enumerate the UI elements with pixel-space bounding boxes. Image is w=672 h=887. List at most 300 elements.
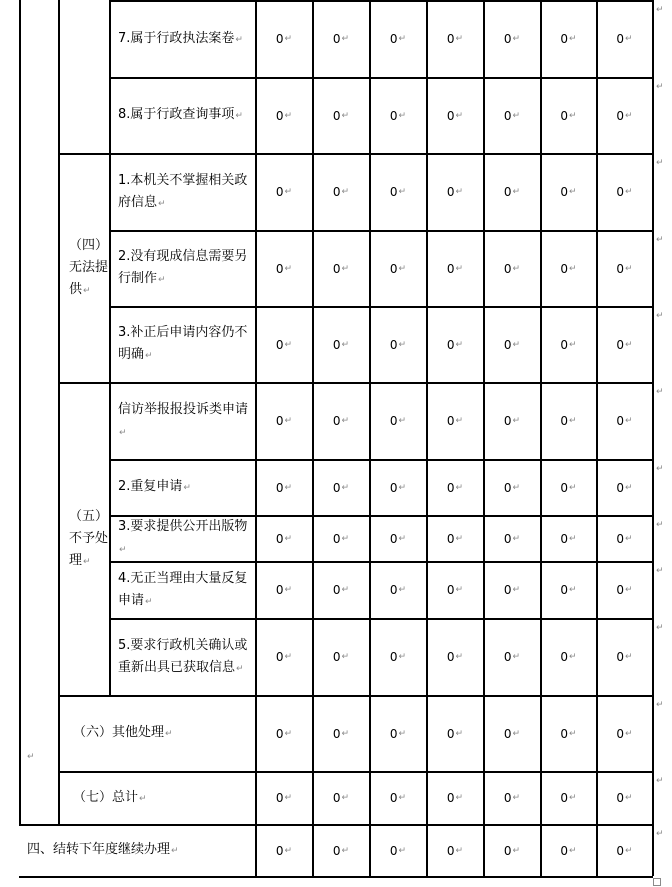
value-cell [256, 619, 312, 695]
paragraph-mark: ↵ [625, 845, 633, 856]
row-end-mark: ↵ [656, 387, 664, 397]
paragraph-mark: ↵ [512, 482, 521, 493]
cell-value: 0 [560, 650, 569, 664]
value-cell [597, 696, 652, 771]
value-cell [597, 619, 652, 695]
row-end-mark: ↵ [656, 700, 664, 710]
paragraph-mark: ↵ [83, 556, 91, 567]
paragraph-mark: ↵ [512, 416, 521, 426]
cell-value: 0 [446, 791, 455, 805]
value-cell [427, 307, 483, 382]
cell-value: 0 [616, 650, 625, 664]
paragraph-mark: ↵ [341, 187, 350, 197]
cell-value: 0 [446, 726, 455, 741]
cell-value: 0 [503, 843, 512, 858]
row-label-cell [110, 516, 255, 561]
value-cell [370, 696, 426, 771]
paragraph-mark: ↵ [398, 187, 407, 197]
paragraph-mark: ↵ [27, 752, 35, 762]
paragraph-mark: ↵ [284, 187, 293, 197]
value-cell [541, 772, 596, 824]
paragraph-mark: ↵ [341, 339, 350, 350]
cell-value: 0 [389, 531, 398, 546]
value-cell [370, 825, 426, 876]
paragraph-mark: ↵ [625, 187, 633, 197]
cell-value: 0 [446, 650, 455, 664]
row-label-cell [110, 619, 255, 695]
value-cell [313, 78, 369, 153]
value-cell [256, 383, 312, 459]
border-outer-left [19, 0, 21, 824]
value-cell [597, 516, 652, 561]
value-cell [370, 78, 426, 153]
row-label: 信访举报报投诉类申请 [118, 401, 249, 417]
paragraph-mark: ↵ [398, 793, 407, 803]
row-end-mark: ↵ [656, 82, 664, 92]
paragraph-mark: ↵ [284, 533, 293, 544]
paragraph-mark: ↵ [625, 339, 633, 350]
cell-value: 0 [616, 32, 625, 46]
cell-value: 0 [389, 791, 398, 805]
cell-value: 0 [275, 531, 284, 546]
paragraph-mark: ↵ [341, 263, 350, 274]
paragraph-mark: ↵ [235, 111, 243, 121]
paragraph-mark: ↵ [145, 596, 153, 607]
border-outer-right [652, 0, 654, 876]
value-cell [541, 78, 596, 153]
value-cell [256, 696, 312, 771]
value-cell [256, 516, 312, 561]
paragraph-mark: ↵ [569, 263, 577, 274]
value-cell [484, 1, 540, 77]
value-cell [597, 231, 652, 306]
cell-value: 0 [446, 583, 455, 597]
row-end-mark: ↵ [656, 776, 664, 786]
value-cell [597, 1, 652, 77]
paragraph-mark: ↵ [512, 728, 521, 739]
row-border [19, 876, 653, 878]
paragraph-mark: ↵ [569, 533, 577, 544]
paragraph-mark: ↵ [455, 845, 464, 856]
paragraph-mark: ↵ [341, 845, 350, 856]
value-cell [256, 154, 312, 230]
group-label-unable-to-provide [59, 154, 109, 382]
row-label-cell [59, 696, 255, 771]
cell-value: 0 [446, 843, 455, 858]
value-cell [541, 383, 596, 459]
cell-value: 0 [446, 32, 455, 46]
cell-value: 0 [332, 531, 341, 546]
cell-value: 0 [503, 531, 512, 546]
paragraph-mark: ↵ [398, 416, 407, 426]
value-cell [484, 619, 540, 695]
cell-value: 0 [275, 337, 284, 352]
value-cell [427, 562, 483, 618]
cell-value: 0 [503, 414, 512, 428]
paragraph-mark: ↵ [341, 482, 350, 493]
value-cell [541, 516, 596, 561]
value-cell [541, 1, 596, 77]
paragraph-mark: ↵ [569, 585, 577, 595]
cell-value: 0 [560, 480, 569, 495]
cell-value: 0 [503, 337, 512, 352]
paragraph-mark: ↵ [284, 845, 293, 856]
value-cell [313, 154, 369, 230]
value-cell [427, 696, 483, 771]
paragraph-mark: ↵ [398, 263, 407, 274]
row-end-mark: ↵ [656, 520, 664, 530]
paragraph-mark: ↵ [625, 263, 633, 274]
row-end-mark: ↵ [656, 235, 664, 245]
value-cell [256, 825, 312, 876]
cell-value: 0 [389, 185, 398, 199]
row-label-cell [110, 307, 255, 382]
paragraph-mark: ↵ [569, 34, 577, 44]
cell-value: 0 [389, 480, 398, 495]
cell-value: 0 [616, 791, 625, 805]
value-cell [484, 307, 540, 382]
paragraph-mark: ↵ [625, 110, 633, 121]
paragraph-mark: ↵ [512, 652, 521, 662]
value-cell [597, 307, 652, 382]
value-cell [427, 825, 483, 876]
cell-value: 0 [616, 480, 625, 495]
value-cell [597, 383, 652, 459]
value-cell [370, 307, 426, 382]
value-cell [597, 78, 652, 153]
paragraph-mark: ↵ [341, 416, 350, 426]
value-cell [541, 562, 596, 618]
paragraph-mark: ↵ [171, 846, 179, 856]
cell-value: 0 [446, 185, 455, 199]
value-cell [256, 772, 312, 824]
cell-value: 0 [560, 337, 569, 352]
cell-value: 0 [560, 32, 569, 46]
paragraph-mark: ↵ [569, 728, 577, 739]
paragraph-mark: ↵ [398, 34, 407, 44]
cell-value: 0 [275, 726, 284, 741]
cell-value: 0 [275, 185, 284, 199]
cell-value: 0 [503, 480, 512, 495]
row-end-mark: ↵ [656, 829, 664, 839]
value-cell [484, 231, 540, 306]
value-cell [256, 78, 312, 153]
value-cell [427, 231, 483, 306]
paragraph-mark: ↵ [455, 416, 464, 426]
paragraph-mark: ↵ [158, 198, 166, 209]
cell-value: 0 [332, 583, 341, 597]
value-cell [370, 562, 426, 618]
row-end-mark: ↵ [656, 566, 664, 576]
cell-value: 0 [332, 480, 341, 495]
cell-value: 0 [332, 261, 341, 276]
paragraph-mark: ↵ [455, 263, 464, 274]
cell-value: 0 [503, 32, 512, 46]
value-cell [256, 231, 312, 306]
value-cell [313, 772, 369, 824]
paragraph-mark: ↵ [236, 663, 244, 674]
paragraph-mark: ↵ [284, 416, 293, 426]
paragraph-mark: ↵ [158, 275, 166, 285]
cell-value: 0 [560, 185, 569, 199]
row-end-mark: ↵ [656, 158, 664, 168]
cell-value: 0 [389, 583, 398, 597]
paragraph-mark: ↵ [512, 793, 521, 803]
row-end-mark: ↵ [656, 5, 664, 15]
paragraph-mark: ↵ [569, 110, 577, 121]
paragraph-mark: ↵ [341, 728, 350, 739]
paragraph-mark: ↵ [83, 285, 91, 296]
paragraph-mark: ↵ [569, 339, 577, 350]
value-cell [427, 1, 483, 77]
paragraph-mark: ↵ [284, 793, 293, 803]
cell-value: 0 [389, 337, 398, 352]
group-label-text: （五）不予处理 [69, 508, 109, 568]
cell-value: 0 [332, 414, 341, 428]
paragraph-mark: ↵ [341, 34, 350, 44]
row-label: 1.本机关不掌握相关政府信息 [118, 172, 248, 210]
paragraph-mark: ↵ [625, 652, 633, 662]
value-cell [313, 825, 369, 876]
value-cell [541, 619, 596, 695]
row-label-cell [110, 383, 255, 459]
paragraph-mark: ↵ [455, 187, 464, 197]
cell-value: 0 [503, 108, 512, 123]
row-end-mark: ↵ [656, 464, 664, 474]
value-cell [313, 383, 369, 459]
cell-value: 0 [389, 261, 398, 276]
value-cell [256, 460, 312, 515]
value-cell [484, 154, 540, 230]
paragraph-mark: ↵ [284, 652, 293, 662]
cell-value: 0 [560, 791, 569, 805]
row-end-mark: ↵ [656, 623, 664, 633]
cell-value: 0 [275, 650, 284, 664]
value-cell [427, 516, 483, 561]
cell-value: 0 [503, 185, 512, 199]
paragraph-mark: ↵ [139, 793, 147, 804]
row-label-cell [110, 154, 255, 230]
paragraph-mark: ↵ [398, 339, 407, 350]
cell-value: 0 [332, 108, 341, 123]
paragraph-mark: ↵ [284, 110, 293, 121]
value-cell [541, 460, 596, 515]
cell-value: 0 [332, 32, 341, 46]
cell-value: 0 [389, 414, 398, 428]
row-label: 3.补正后申请内容仍不明确 [118, 325, 248, 362]
paragraph-mark: ↵ [455, 793, 464, 803]
value-cell [484, 772, 540, 824]
value-cell [313, 231, 369, 306]
value-cell [256, 307, 312, 382]
value-cell [484, 696, 540, 771]
cell-value: 0 [616, 843, 625, 858]
paragraph-mark: ↵ [284, 728, 293, 739]
row-label: （六）其他处理 [73, 725, 165, 740]
cell-value: 0 [446, 480, 455, 495]
row-label-cell [20, 825, 255, 876]
value-cell [597, 772, 652, 824]
row-label: 四、结转下年度继续办理 [27, 842, 171, 857]
paragraph-mark: ↵ [398, 845, 407, 856]
paragraph-mark: ↵ [145, 351, 153, 361]
value-cell [541, 696, 596, 771]
cell-value: 0 [560, 108, 569, 123]
value-cell [370, 619, 426, 695]
cell-value: 0 [275, 32, 284, 46]
paragraph-mark: ↵ [284, 339, 293, 350]
value-cell [313, 1, 369, 77]
paragraph-mark: ↵ [625, 34, 633, 44]
paragraph-mark: ↵ [284, 482, 293, 493]
paragraph-mark: ↵ [569, 793, 577, 803]
paragraph-mark: ↵ [284, 34, 293, 44]
value-cell [313, 516, 369, 561]
cell-value: 0 [616, 185, 625, 199]
cell-value: 0 [446, 108, 455, 123]
value-cell [597, 562, 652, 618]
cell-value: 0 [446, 337, 455, 352]
paragraph-mark: ↵ [512, 585, 521, 595]
paragraph-mark: ↵ [341, 652, 350, 662]
cell-value: 0 [616, 337, 625, 352]
paragraph-mark: ↵ [569, 482, 577, 493]
row-label: 2.没有现成信息需要另行制作 [118, 249, 248, 286]
paragraph-mark: ↵ [455, 110, 464, 121]
paragraph-mark: ↵ [119, 427, 127, 438]
paragraph-mark: ↵ [455, 34, 464, 44]
cell-value: 0 [389, 108, 398, 123]
row-label-cell [110, 78, 255, 153]
value-cell [427, 154, 483, 230]
row-label-cell [59, 772, 255, 824]
cell-value: 0 [616, 261, 625, 276]
paragraph-mark: ↵ [512, 339, 521, 350]
paragraph-mark: ↵ [183, 483, 191, 493]
cell-value: 0 [332, 185, 341, 199]
value-cell [427, 772, 483, 824]
cell-value: 0 [503, 650, 512, 664]
cell-value: 0 [446, 414, 455, 428]
cell-value: 0 [560, 261, 569, 276]
value-cell [541, 825, 596, 876]
paragraph-mark: ↵ [398, 652, 407, 662]
paragraph-mark: ↵ [625, 533, 633, 544]
value-cell [597, 460, 652, 515]
value-cell [313, 696, 369, 771]
group-label-text: （四）无法提供 [69, 237, 109, 297]
value-cell [256, 562, 312, 618]
paragraph-mark: ↵ [284, 585, 293, 595]
paragraph-mark: ↵ [455, 533, 464, 544]
cell-value: 0 [503, 791, 512, 805]
value-cell [313, 460, 369, 515]
paragraph-mark: ↵ [625, 482, 633, 493]
paragraph-mark: ↵ [569, 652, 577, 662]
cell-value: 0 [616, 531, 625, 546]
paragraph-mark: ↵ [512, 187, 521, 197]
value-cell [484, 460, 540, 515]
paragraph-mark: ↵ [341, 110, 350, 121]
cell-value: 0 [446, 261, 455, 276]
paragraph-mark: ↵ [455, 728, 464, 739]
value-cell [484, 383, 540, 459]
value-cell [370, 516, 426, 561]
value-cell [256, 1, 312, 77]
paragraph-mark: ↵ [341, 585, 350, 595]
cell-value: 0 [560, 531, 569, 546]
cell-value: 0 [616, 414, 625, 428]
paragraph-mark: ↵ [235, 34, 243, 45]
paragraph-mark: ↵ [398, 728, 407, 739]
cell-value: 0 [332, 650, 341, 664]
value-cell [313, 619, 369, 695]
table-end-marker [653, 878, 661, 886]
cell-value: 0 [389, 650, 398, 664]
paragraph-mark: ↵ [119, 545, 127, 555]
paragraph-mark: ↵ [512, 263, 521, 274]
cell-value: 0 [560, 843, 569, 858]
cell-value: 0 [389, 32, 398, 46]
value-cell [541, 307, 596, 382]
row-label-cell [110, 562, 255, 618]
paragraph-mark: ↵ [398, 585, 407, 595]
cell-value: 0 [275, 583, 284, 597]
cell-value: 0 [446, 531, 455, 546]
paragraph-mark: ↵ [398, 533, 407, 544]
paragraph-mark: ↵ [455, 652, 464, 662]
cell-value: 0 [560, 583, 569, 597]
value-cell [370, 383, 426, 459]
value-cell [541, 154, 596, 230]
cell-value: 0 [389, 726, 398, 741]
cell-value: 0 [275, 480, 284, 495]
cell-value: 0 [275, 843, 284, 858]
paragraph-mark: ↵ [569, 845, 577, 856]
paragraph-mark: ↵ [284, 263, 293, 274]
cell-value: 0 [560, 414, 569, 428]
paragraph-mark: ↵ [512, 845, 521, 856]
paragraph-mark: ↵ [398, 110, 407, 121]
value-cell [313, 562, 369, 618]
value-cell [427, 383, 483, 459]
cell-value: 0 [503, 726, 512, 741]
row-label: 3.要求提供公开出版物 [118, 519, 248, 534]
value-cell [484, 78, 540, 153]
row-label: 8.属于行政查询事项 [118, 107, 235, 122]
row-label-cell [110, 231, 255, 306]
paragraph-mark: ↵ [625, 793, 633, 803]
cell-value: 0 [616, 108, 625, 123]
value-cell [370, 460, 426, 515]
paragraph-mark: ↵ [512, 110, 521, 121]
value-cell [427, 619, 483, 695]
row-label: 2.重复申请 [118, 479, 183, 494]
paragraph-mark: ↵ [625, 728, 633, 739]
row-label: 5.要求行政机关确认或重新出具已获取信息 [118, 637, 248, 675]
cell-value: 0 [503, 261, 512, 276]
paragraph-mark: ↵ [512, 533, 521, 544]
value-cell [427, 78, 483, 153]
value-cell [597, 154, 652, 230]
value-cell [484, 562, 540, 618]
value-cell [597, 825, 652, 876]
value-cell [313, 307, 369, 382]
value-cell [370, 1, 426, 77]
cell-value: 0 [560, 726, 569, 741]
paragraph-mark: ↵ [455, 585, 464, 595]
row-label: 4.无正当理由大量反复申请 [118, 570, 248, 608]
